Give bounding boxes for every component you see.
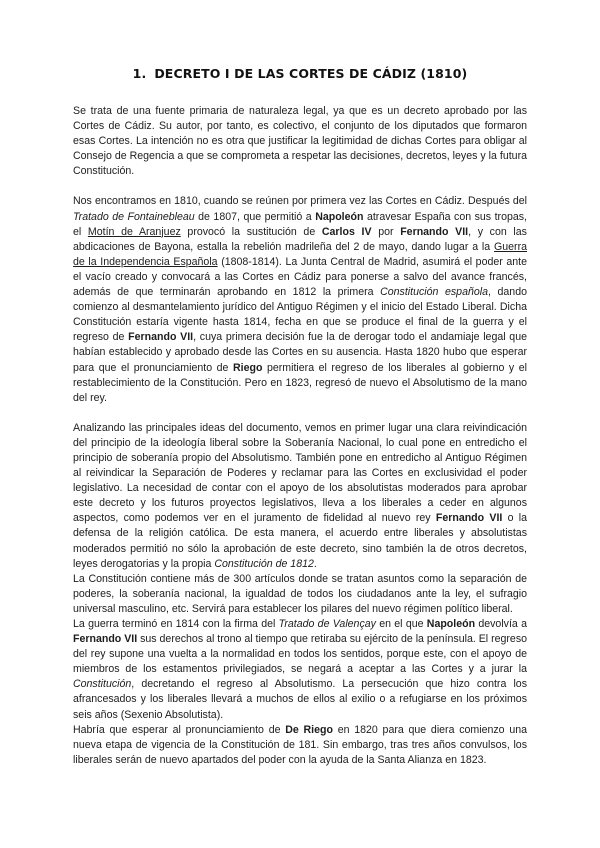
text-run: en 1820 para que diera comienzo una nueva etapa de vigencia de la Constitución de 181. Sin embargo, tras tres años convulsos, los liberales serán de nuevo apartados del poder con la ayuda de la Santa Alianza en 1823. xyxy=(73,723,527,766)
text-run-italic: Constitución de 1812 xyxy=(214,557,314,570)
text-run-bold: De Riego xyxy=(285,723,333,736)
page-title xyxy=(0,66,600,81)
paragraph-war-end xyxy=(73,617,527,723)
text-run-bold: Fernando VII xyxy=(400,225,469,238)
paragraph-intro: Se trata de una fuente primaria de naturaleza legal, ya que es un decreto aprobado por las Cortes de Cádiz. Su autor, por tanto, es colectivo, el conjunto de los diputados que formaron esas Cortes. La intención no es otra que justificar la legitimidad de dichas Cortes para obligar al Consejo de Regencia a que se comprometa a respetar las decisiones, decretos, leyes y la futura Constitución. xyxy=(73,105,527,178)
paragraph-riego xyxy=(73,723,527,768)
text-run-bold: Napoleón xyxy=(315,210,364,223)
text-run: , cuya primera decisión fue la de derogar todo el andamiaje legal que habían establecido y aprobado desde las Cortes en su ausencia. Hasta 1820 hubo que esperar para que el pronunciamiento de xyxy=(73,331,527,374)
text-run: , decretando el regreso al Absolutismo. La persecución que hizo contra los afrancesados y los liberales llevará a muchos de ellos al exilio o a refugiarse en los próximos seis años (Sexenio Absolutista). xyxy=(73,678,527,721)
heading-number: 1. xyxy=(132,66,147,81)
text-run: en el que xyxy=(375,618,427,630)
text-run: devolvía a xyxy=(475,618,527,630)
text-run-bold: Carlos IV xyxy=(321,225,372,238)
text-run: , y con las abdicaciones de Bayona, estalla la rebelión madrileña del 2 de mayo, dando lugar a la xyxy=(73,225,527,253)
text-run: Nos encontramos en 1810, cuando se reúnen por primera vez las Cortes en Cádiz. Después del xyxy=(73,195,527,208)
text-run: , dando comienzo al desmantelamiento jurídico del Antiguo Régimen y el inicio del Estado Liberal. Dicha Constitución estaría vigente hasta 1814, fecha en que se produce el final de la guerra y el regreso de xyxy=(73,286,527,344)
text-run-italic: Constitución xyxy=(73,678,132,691)
text-run: de 1807, que permitió a xyxy=(194,210,316,223)
underlined-term: Guerra de la Independencia Española xyxy=(73,240,527,268)
text-run-bold: Fernando VII xyxy=(435,512,503,525)
text-run-bold: Fernando VII xyxy=(128,331,194,344)
text-run-italic: Tratado de Valençay xyxy=(278,618,376,630)
text-run: permitiera el regreso de los liberales al gobierno y el restablecimiento de la Constitución. Pero en 1823, regresó de nuevo el Absolutismo de la mano del rey. xyxy=(73,361,528,404)
paragraph-constitution: La Constitución contiene más de 300 artículos donde se tratan asuntos como la separación de poderes, la soberanía nacional, la igualdad de todos los ciudadanos ante la ley, el sufragio universal masculino, etc. Servirá para establecer los pilares del nuevo régimen político liberal. xyxy=(73,572,527,615)
paragraph-context xyxy=(73,194,527,405)
text-run: . xyxy=(313,557,317,570)
underlined-term: Motín de Aranjuez xyxy=(87,225,181,238)
text-run-bold: Riego xyxy=(233,361,263,374)
text-run: sus derechos al trono al tiempo que retiraba su ejército de la península. El regreso del rey supone una vuelta a la normalidad en todos los sentidos, porque este, con el apoyo de miembros de los estamentos privilegiados, se negará a aceptar a las Cortes y a jurar la xyxy=(73,633,528,676)
paragraph-analysis xyxy=(73,421,527,572)
text-run: o la defensa de la religión católica. De esta manera, el acuerdo entre liberales y absolutistas moderados permitió no sólo la aprobación de este decreto, sino también la de otros decretos, leyes derogatorias y la propia xyxy=(73,512,527,570)
text-run: (1808-1814). La Junta Central de Madrid, asumirá el poder ante el vacío creado y convocará a las Cortes en Cádiz para ponerse a salvo del avance francés, además de que terminarán aprobando en 1812 la primera xyxy=(73,255,528,299)
text-run-italic: Constitución española xyxy=(380,286,488,299)
heading-text: DECRETO I DE LAS CORTES DE CÁDIZ (1810) xyxy=(154,66,468,81)
text-run: por xyxy=(371,225,401,238)
text-run: Analizando las principales ideas del documento, vemos en primer lugar una clara reivindicación del principio de la ideología liberal sobre la Soberanía Nacional, lo cual pone en entredicho el principio de soberanía propio del Absolutismo. También pone en entredicho al Antiguo Régimen al reivindicar la Separación de Poderes y reclamar para las Cortes en exclusividad el poder legislativo. La necesidad de contar con el apoyo de los absolutistas moderados para aprobar este decreto y los futuros proyectos legislativos, lleva a los liberales a ceder en algunos aspectos, como podemos ver en el juramento de fidelidad al nuevo rey xyxy=(73,421,527,525)
text-run: La guerra terminó en 1814 con la firma del xyxy=(73,618,279,630)
text-run: provocó la sustitución de xyxy=(180,225,322,238)
text-run: atravesar España con sus tropas, el xyxy=(73,210,527,238)
text-run-italic: Tratado de Fontainebleau xyxy=(73,210,195,223)
text-run-bold: Napoleón xyxy=(426,618,476,630)
text-run-bold: Fernando VII xyxy=(73,633,138,646)
text-run: Habría que esperar al pronunciamiento de xyxy=(73,723,286,736)
document-body xyxy=(73,104,527,768)
